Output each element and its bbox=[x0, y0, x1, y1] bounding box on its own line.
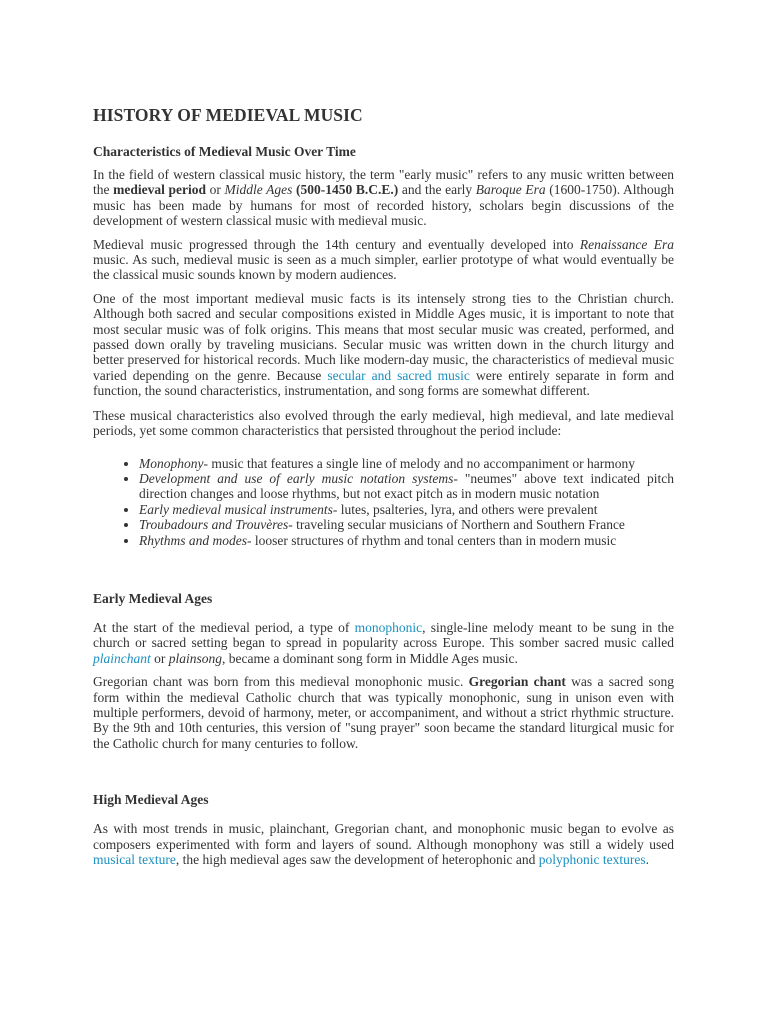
italic-term: plainsong bbox=[168, 650, 223, 666]
list-item bbox=[139, 471, 674, 502]
text-span: Medieval music progressed through the 14th century and eventually developed into bbox=[93, 236, 580, 252]
text-span: or bbox=[206, 182, 225, 198]
text-span: (1600-1750). Although music has been made by humans for most of recorded history, scholars begin discussions of the development of western classical music with medieval music. bbox=[93, 182, 675, 229]
paragraph-early-music-definition bbox=[93, 167, 674, 229]
text-span: At the start of the medieval period, a type of bbox=[93, 619, 355, 635]
text-span: were entirely separate in form and function, the sound characteristics, instrumentation, and song forms are somewhat different. bbox=[93, 367, 674, 399]
link-secular-sacred-music[interactable]: secular and sacred music bbox=[327, 367, 470, 383]
text-span: As with most trends in music, plainchant, Gregorian chant, and monophonic music began to evolve as composers experimented with form and layers of sound. Although monophony was still a widely used bbox=[93, 821, 674, 852]
paragraph-characteristics-intro: These musical characteristics also evolved through the early medieval, high medieval, and late medieval periods, yet some common characteristics that persisted throughout the period include: bbox=[93, 407, 674, 439]
section-heading-early-medieval: Early Medieval Ages bbox=[93, 590, 213, 606]
text-span: One of the most important medieval music facts is its intensely strong ties to the Christian church. Although both sacred and secular compositions existed in Middle Ages music, it is important to note that most secular music was of folk origins. This means that most secular music was created, performed, and passed down orally by traveling musicians. Secular music was written down in the church liturgy and better preserved for historical records. Much like modern-day music, the characteristics of medieval music varied depending on the genre. Because bbox=[93, 290, 674, 383]
link-monophonic[interactable]: monophonic bbox=[354, 619, 423, 635]
text-span: or bbox=[150, 650, 169, 666]
list-item bbox=[139, 533, 674, 548]
list-item bbox=[139, 502, 674, 517]
text-span: , the high medieval ages saw the development of heterophonic and bbox=[175, 852, 539, 867]
section-heading-high-medieval: High Medieval Ages bbox=[93, 792, 209, 808]
list-item-text: - lutes, psalteries, lyra, and others were prevalent bbox=[332, 501, 598, 517]
list-item-term: Rhythms and modes bbox=[139, 532, 247, 548]
list-item-text: - traveling secular musicians of Northern and Southern France bbox=[288, 517, 625, 533]
list-item-term: Early medieval musical instruments bbox=[139, 501, 333, 517]
paragraph-church-ties bbox=[93, 291, 674, 399]
characteristics-list bbox=[93, 456, 674, 548]
list-item bbox=[139, 517, 674, 532]
text-span: , became a dominant song form in Middle Ages music. bbox=[222, 650, 518, 666]
list-item-term: Troubadours and Trouvères bbox=[139, 517, 289, 533]
list-item bbox=[139, 456, 674, 471]
italic-term: Baroque Era bbox=[475, 182, 546, 198]
text-span: . bbox=[645, 852, 649, 867]
list-item-term: Development and use of early music notation systems bbox=[139, 470, 454, 486]
list-item-text: - music that features a single line of melody and no accompaniment or harmony bbox=[203, 455, 635, 471]
italic-term: Renaissance Era bbox=[579, 236, 674, 252]
document-page bbox=[93, 104, 674, 867]
paragraph-polyphony bbox=[93, 821, 674, 867]
text-span: and the early bbox=[398, 182, 476, 198]
italic-term: Middle Ages bbox=[224, 182, 293, 198]
list-item-text: - looser structures of rhythm and tonal centers than in modern music bbox=[247, 532, 617, 548]
paragraph-plainchant bbox=[93, 620, 674, 666]
page-title: HISTORY OF MEDIEVAL MUSIC bbox=[93, 105, 363, 125]
text-span: was a sacred song form within the medieval Catholic church that was typically monophonic, sung in unison even with multiple performers, devoid of harmony, meter, or accompaniment, and without a strict rhythmic structure. By the 9th and 10th centuries, this version of "sung prayer" soon became the standard liturgical music for the Catholic church for many centuries to follow. bbox=[93, 674, 674, 751]
paragraph-renaissance bbox=[93, 237, 674, 283]
list-item-term: Monophony bbox=[139, 455, 204, 471]
section-heading-characteristics: Characteristics of Medieval Music Over Time bbox=[93, 144, 356, 159]
bold-term: (500-1450 B.C.E.) bbox=[296, 182, 399, 198]
text-span: , single-line melody meant to be sung in the church or sacred setting began to spread in popularity across Europe. This somber sacred music called bbox=[93, 619, 674, 651]
link-polyphonic-textures[interactable]: polyphonic textures bbox=[538, 852, 646, 867]
link-plainchant[interactable]: plainchant bbox=[93, 650, 151, 666]
text-span: music. As such, medieval music is seen as a much simpler, earlier prototype of what would eventually be the classical music sounds known by modern audiences. bbox=[93, 252, 674, 283]
bold-term: Gregorian chant bbox=[468, 674, 566, 690]
text-span: Gregorian chant was born from this medieval monophonic music. bbox=[93, 674, 469, 690]
text-span: In the field of western classical music history, the term "early music" refers to any music written between the bbox=[93, 167, 674, 198]
link-musical-texture[interactable]: musical texture bbox=[93, 852, 176, 867]
paragraph-gregorian-chant bbox=[93, 674, 674, 751]
list-item-text: - "neumes" above text indicated pitch direction changes and loose rhythms, but not exact pitch as in modern music notation bbox=[139, 470, 674, 502]
bold-term: medieval period bbox=[113, 182, 206, 198]
